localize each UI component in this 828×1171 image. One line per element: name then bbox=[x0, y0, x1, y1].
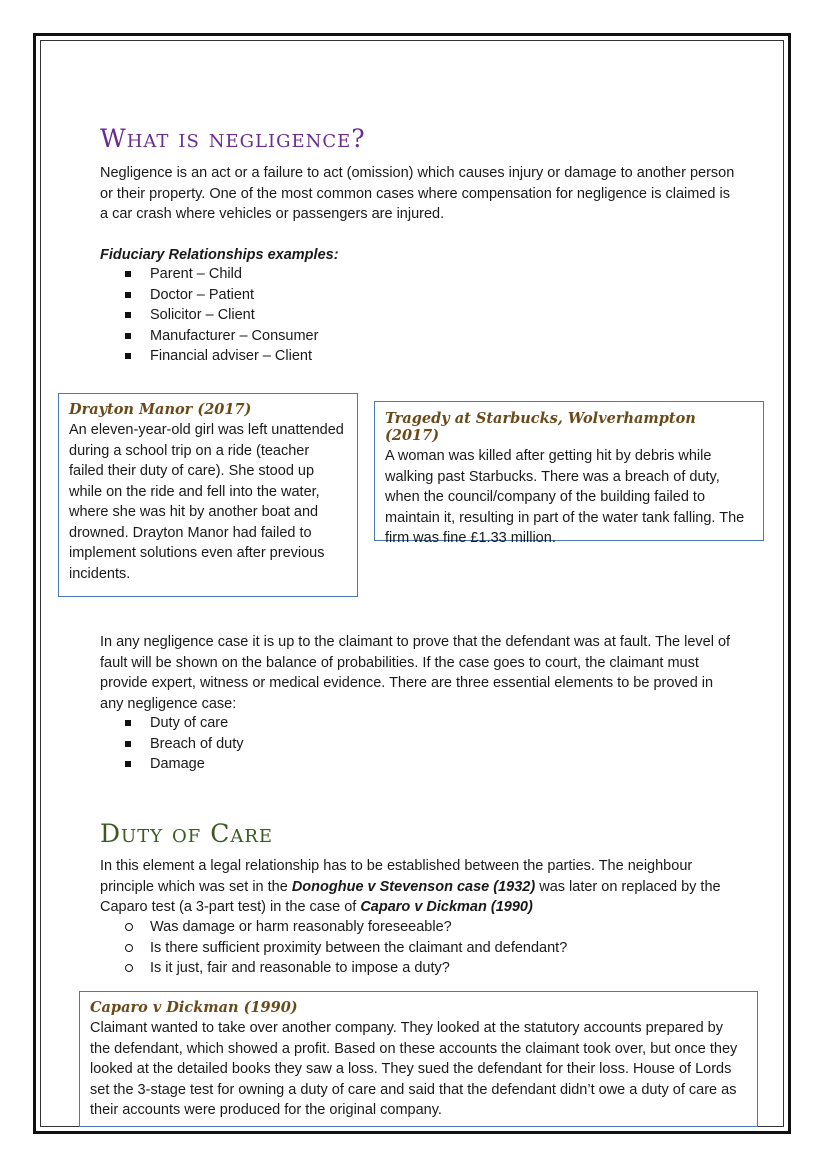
case-box-caparo bbox=[79, 991, 758, 1127]
proof-paragraph bbox=[100, 632, 740, 714]
list-item: Is it just, fair and reasonable to impose a duty? bbox=[100, 958, 567, 979]
case-ref-donoghue: Donoghue v Stevenson case (1932) bbox=[291, 878, 536, 895]
fiduciary-title: Fiduciary Relationships examples: bbox=[100, 247, 339, 263]
list-item: Manufacturer – Consumer bbox=[100, 326, 318, 347]
case-title-caparo: Caparo v Dickman (1990) bbox=[90, 999, 298, 1016]
list-item: Doctor – Patient bbox=[100, 285, 318, 306]
negligence-intro-text: Negligence is an act or a failure to act (omission) which causes injury or damage to another person or their property. One of the most common cases where compensation for negligence is claimed is a car crash where vehicles or passengers are injured. bbox=[100, 165, 735, 222]
case-box-drayton-manor bbox=[58, 393, 358, 597]
list-item: Damage bbox=[100, 754, 244, 775]
list-item: Parent – Child bbox=[100, 264, 318, 285]
case-text-caparo: Claimant wanted to take over another company. They looked at the statutory accounts prepared by the defendant, which showed a profit. Based on these accounts the claimant took over, but once they looked at the detailed books they saw a loss. They sued the defendant for their loss. House of Lords set the 3-stage test for owning a duty of care and said that the defendant didn’t owe a duty of care as their accounts were produced for the original company. bbox=[90, 1020, 738, 1118]
negligence-intro bbox=[100, 163, 740, 225]
list-item: Solicitor – Client bbox=[100, 305, 318, 326]
case-ref-caparo: Caparo v Dickman (1990) bbox=[360, 899, 533, 915]
heading-what-is-negligence: What is negligence? bbox=[100, 124, 366, 153]
caparo-questions-list bbox=[100, 917, 567, 979]
heading-duty-of-care: Duty of Care bbox=[100, 819, 274, 848]
case-box-starbucks bbox=[374, 401, 764, 546]
list-item: Breach of duty bbox=[100, 734, 244, 755]
case-text-drayton-manor: An eleven-year-old girl was left unattended during a school trip on a ride (teacher failed their duty of care). She stood up while on the ride and fell into the water, where she was hit by another boat and drowned. Drayton Manor had failed to implement solutions even after previous incidents. bbox=[69, 422, 344, 582]
case-text-starbucks: A woman was killed after getting hit by debris while walking past Starbucks. There was a breach of duty, when the council/company of the building failed to maintain it, resulting in part of the water tank falling. The firm was fine £1.33 million. bbox=[385, 448, 745, 546]
list-item: Is there sufficient proximity between the claimant and defendant? bbox=[100, 938, 567, 959]
duty-text-part-1: In this element a legal relationship has to be established between the parties. The neighbour principle which was set in the bbox=[100, 858, 693, 895]
elements-list bbox=[100, 713, 244, 775]
fiduciary-list bbox=[100, 264, 318, 367]
list-item: Financial adviser – Client bbox=[100, 346, 318, 367]
duty-text-part-2: was later on replaced by the Caparo test (a 3-part test) in the case of bbox=[100, 878, 721, 915]
case-title-drayton-manor: Drayton Manor (2017) bbox=[69, 401, 252, 418]
list-item: Was damage or harm reasonably foreseeable? bbox=[100, 917, 567, 938]
duty-paragraph bbox=[100, 856, 740, 918]
duty-text bbox=[100, 856, 740, 918]
proof-text: In any negligence case it is up to the claimant to prove that the defendant was at fault. The level of fault will be shown on the balance of probabilities. If the case goes to court, the claimant must provide expert, witness or medical evidence. There are three essential elements to be proved in any negligence case: bbox=[100, 634, 731, 712]
case-title-starbucks: Tragedy at Starbucks, Wolverhampton (2017) bbox=[385, 410, 696, 444]
list-item: Duty of care bbox=[100, 713, 244, 734]
